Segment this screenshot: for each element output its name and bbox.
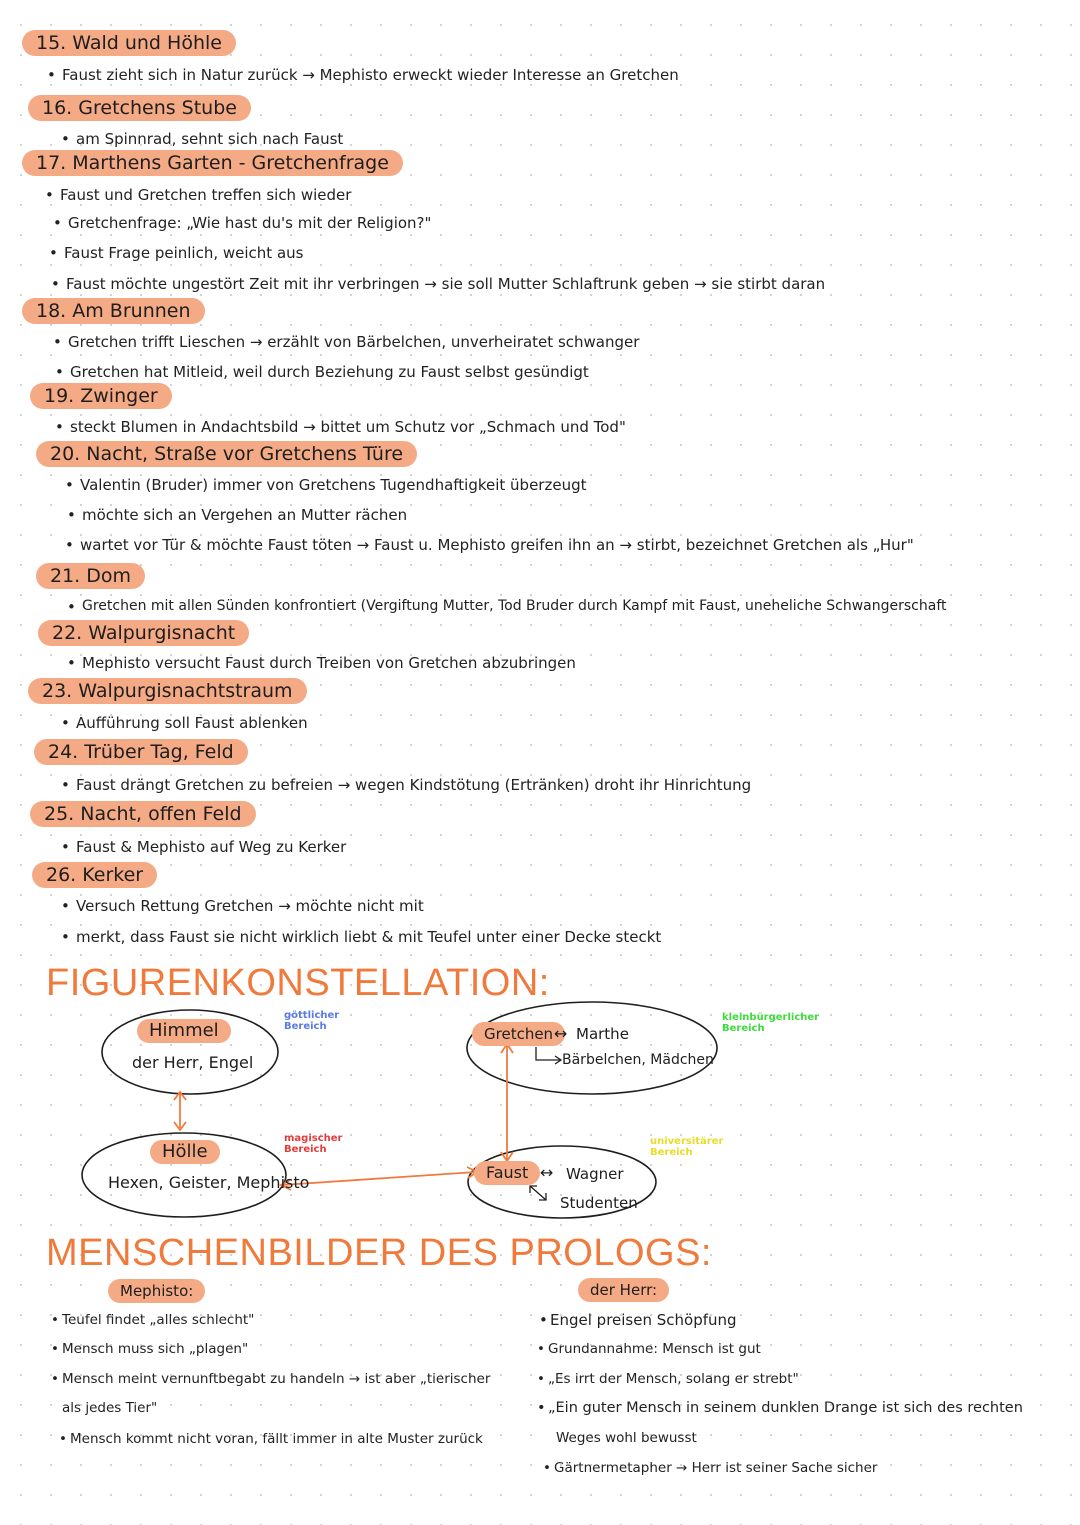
scene-title: 17. Marthens Garten - Gretchenfrage	[22, 150, 403, 176]
scene-title: 20. Nacht, Straße vor Gretchens Türe	[36, 441, 417, 467]
hoelle-members: Hexen, Geister, Mephisto	[108, 1173, 310, 1192]
scene-title: 23. Walpurgisnachtstraum	[28, 678, 307, 704]
scene-bullet: • Gretchen mit allen Sünden konfrontiert (Vergiftung Mutter, Tod Bruder durch Kampf mit Faust, uneheliche Schwangerschaft	[82, 598, 947, 614]
faust-rel-studenten: Studenten	[560, 1194, 638, 1212]
hoelle-label: Hölle	[150, 1140, 220, 1164]
scene-title: 16. Gretchens Stube	[28, 95, 251, 121]
scene-bullet: • Faust drängt Gretchen zu befreien → wegen Kindstötung (Ertränken) droht ihr Hinrichtung	[76, 776, 751, 794]
connector-marthe	[536, 1047, 560, 1060]
herr-label: der Herr:	[578, 1278, 669, 1302]
herr-bullet-cont: Weges wohl bewusst	[556, 1430, 697, 1446]
himmel-tag: göttlicher Bereich	[284, 1010, 340, 1032]
scene-bullet: • steckt Blumen in Andachtsbild → bittet um Schutz vor „Schmach und Tod"	[70, 418, 626, 436]
scene-bullet: • Faust zieht sich in Natur zurück → Mephisto erweckt wieder Interesse an Gretchen	[62, 66, 679, 84]
gretchen-rel-baerbelchen: Bärbelchen, Mädchen	[562, 1052, 714, 1068]
scene-bullet: • Gretchenfrage: „Wie hast du's mit der Religion?"	[68, 214, 431, 232]
scene-title: 15. Wald und Höhle	[22, 30, 236, 56]
gretchen-label: Gretchen	[472, 1022, 565, 1046]
scene-title: 19. Zwinger	[30, 383, 172, 409]
scene-bullet: • möchte sich an Vergehen an Mutter rächen	[82, 506, 407, 524]
scene-bullet: • Faust Frage peinlich, weicht aus	[64, 244, 303, 262]
scene-bullet: • am Spinnrad, sehnt sich nach Faust	[76, 130, 343, 148]
hoelle-tag: magischer Bereich	[284, 1133, 343, 1155]
scene-bullet: • Aufführung soll Faust ablenken	[76, 714, 308, 732]
arrow-hoelle-faust	[282, 1172, 476, 1185]
mephisto-bullet: • Teufel findet „alles schlecht"	[62, 1312, 254, 1328]
menschenbilder-heading: MENSCHENBILDER DES PROLOGS:	[46, 1232, 712, 1274]
scene-bullet: • merkt, dass Faust sie nicht wirklich liebt & mit Teufel unter einer Decke steckt	[76, 928, 661, 946]
scene-title: 25. Nacht, offen Feld	[30, 801, 256, 827]
scene-title: 21. Dom	[36, 563, 145, 589]
himmel-label: Himmel	[137, 1019, 231, 1043]
scene-bullet: • Gretchen trifft Lieschen → erzählt von Bärbelchen, unverheiratet schwanger	[68, 333, 639, 351]
herr-bullet: • Engel preisen Schöpfung	[550, 1311, 737, 1329]
scene-bullet: • Versuch Rettung Gretchen → möchte nicht mit	[76, 897, 424, 915]
faust-rel-wagner: Wagner	[566, 1165, 624, 1183]
mephisto-bullet: • Mensch meint vernunftbegabt zu handeln → ist aber „tierischer	[62, 1371, 490, 1387]
mephisto-label: Mephisto:	[108, 1279, 205, 1303]
mephisto-bullet: • Mensch muss sich „plagen"	[62, 1341, 248, 1357]
figurenkonstellation-heading: FIGURENKONSTELLATION:	[46, 962, 550, 1004]
gretchen-rel-arrow: ↔	[554, 1024, 568, 1043]
faust-rel-arrow: ↔	[540, 1163, 554, 1182]
scene-title: 22. Walpurgisnacht	[38, 620, 249, 646]
mephisto-bullet: • Mensch kommt nicht voran, fällt immer in alte Muster zurück	[70, 1431, 483, 1447]
scene-bullet: • Mephisto versucht Faust durch Treiben von Gretchen abzubringen	[82, 654, 576, 672]
scene-title: 24. Trüber Tag, Feld	[34, 739, 248, 765]
faust-tag: universitärer Bereich	[650, 1136, 724, 1158]
faust-label: Faust	[474, 1161, 540, 1185]
scene-bullet: • Faust und Gretchen treffen sich wieder	[60, 186, 351, 204]
himmel-members: der Herr, Engel	[132, 1053, 254, 1072]
gretchen-tag: kleinbürgerlicher Bereich	[722, 1012, 820, 1034]
herr-bullet: • „Es irrt der Mensch, solang er strebt"	[548, 1371, 799, 1387]
scene-title: 26. Kerker	[32, 862, 157, 888]
herr-bullet: • „Ein guter Mensch in seinem dunklen Drange ist sich des rechten	[548, 1400, 1023, 1416]
scene-bullet: • Faust möchte ungestört Zeit mit ihr verbringen → sie soll Mutter Schlaftrunk geben → sie stirbt daran	[66, 275, 825, 293]
scene-bullet: • wartet vor Tür & möchte Faust töten → Faust u. Mephisto greifen ihn an → stirbt, bezeichnet Gretchen als „Hur"	[80, 536, 914, 554]
mephisto-bullet-cont: als jedes Tier"	[62, 1400, 158, 1416]
scene-bullet: • Valentin (Bruder) immer von Gretchens Tugendhaftigkeit überzeugt	[80, 476, 586, 494]
herr-bullet: • Grundannahme: Mensch ist gut	[548, 1341, 761, 1357]
herr-bullet: • Gärtnermetapher → Herr ist seiner Sache sicher	[554, 1460, 877, 1476]
gretchen-rel-marthe: Marthe	[576, 1025, 629, 1043]
scene-bullet: • Faust & Mephisto auf Weg zu Kerker	[76, 838, 346, 856]
scene-bullet: • Gretchen hat Mitleid, weil durch Beziehung zu Faust selbst gesündigt	[70, 363, 589, 381]
scene-title: 18. Am Brunnen	[22, 298, 205, 324]
arrow-faust-studenten	[530, 1186, 546, 1200]
